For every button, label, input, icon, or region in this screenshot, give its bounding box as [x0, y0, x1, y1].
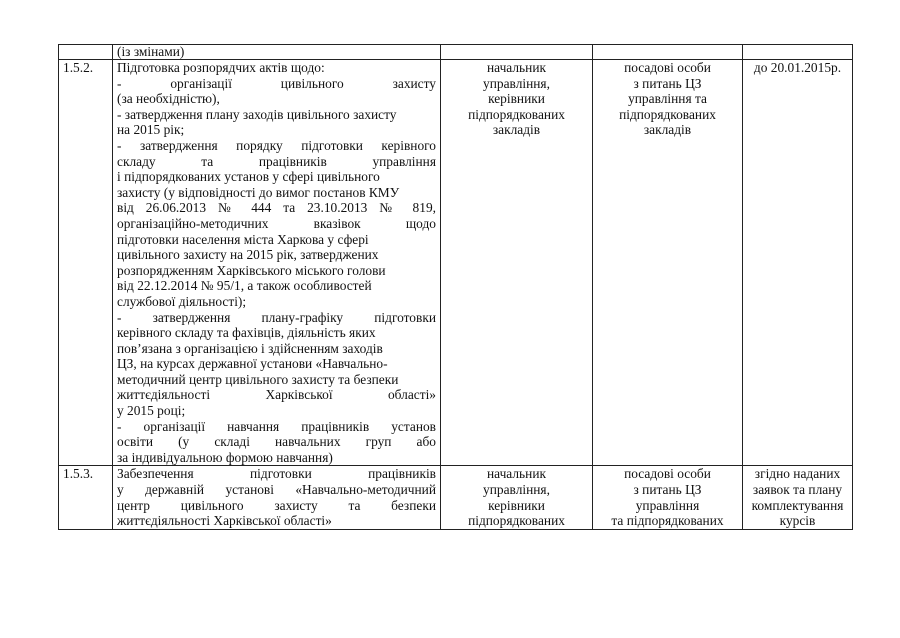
task-description-cell: [113, 45, 441, 60]
task-line: службової діяльності);: [117, 293, 247, 309]
item-number: 1.5.2.: [63, 60, 94, 75]
executors-line: посадові особи: [624, 466, 711, 482]
task-line: - затвердження порядку підготовки керівного: [117, 137, 436, 153]
task-line: пов’язана з організацією і здійсненням заходів: [117, 340, 383, 356]
deadline-cell: [743, 45, 853, 60]
deadline-line: згідно наданих: [754, 466, 841, 482]
task-line: від 26.06.2013 № 444 та 23.10.2013 № 819,: [117, 200, 436, 216]
deadline-line: [747, 45, 848, 59]
task-line: від 22.12.2014 № 95/1, а також особливостей: [117, 278, 372, 294]
plan-table-body: [59, 45, 853, 530]
executors-line: та підпорядкованих: [611, 513, 724, 529]
task-line: і підпорядкованих установ у сфері цивільного: [117, 169, 380, 185]
item-number: 1.5.3.: [63, 466, 94, 482]
table-row: [59, 60, 853, 466]
task-line: (із змінами): [117, 44, 185, 59]
responsible-line: керівники: [488, 91, 545, 107]
executors-line: закладів: [643, 122, 692, 138]
task-line: освіти (у складі навчальних груп або: [117, 434, 436, 450]
task-line: керівного складу та фахівців, діяльність яких: [117, 325, 376, 341]
task-line: - затвердження плану-графіку підготовки: [117, 309, 436, 325]
item-number: [63, 44, 66, 59]
responsible-cell: [441, 60, 593, 466]
responsible-cell: [441, 45, 593, 60]
task-line: Забезпечення підготовки працівників: [117, 466, 436, 482]
task-description-cell: [113, 466, 441, 529]
task-line: організаційно-методичних вказівок щодо: [117, 215, 436, 231]
executors-line: управління та: [628, 91, 707, 107]
executors-line: управління: [635, 497, 700, 513]
task-line: Підготовка розпорядчих актів щодо:: [117, 60, 325, 75]
executors-line: з питань ЦЗ: [633, 75, 702, 91]
executors-cell: [593, 45, 743, 60]
task-line: (за необхідністю),: [117, 91, 220, 107]
task-line: у 2015 році;: [117, 403, 186, 419]
task-line: за індивідуальною формою навчання): [117, 449, 333, 465]
item-number-cell: [59, 466, 113, 529]
responsible-line: закладів: [492, 122, 541, 138]
executors-line: [597, 45, 738, 59]
plan-table: [58, 44, 853, 530]
deadline-line: заявок та плану: [752, 482, 843, 498]
deadline-line: до 20.01.2015р.: [753, 60, 842, 75]
task-line: - затвердження плану заходів цивільного захисту: [117, 106, 397, 122]
item-number-cell: [59, 60, 113, 466]
task-line: у державній установі «Навчально-методичний: [117, 482, 436, 498]
responsible-line: управління,: [483, 75, 550, 91]
deadline-line: комплектування: [751, 497, 844, 513]
task-line: життєдіяльності Харківської області»: [117, 387, 436, 403]
deadline-line: курсів: [779, 513, 816, 529]
task-line: ЦЗ, на курсах державної установи «Навчально-: [117, 356, 388, 372]
executors-cell: [593, 60, 743, 466]
responsible-line: підпорядкованих: [468, 513, 565, 529]
responsible-line: начальник: [487, 60, 546, 75]
executors-line: з питань ЦЗ: [633, 482, 702, 498]
responsible-line: підпорядкованих: [468, 106, 565, 122]
deadline-cell: [743, 466, 853, 529]
task-description-cell: [113, 60, 441, 466]
executors-cell: [593, 466, 743, 529]
item-number-cell: [59, 45, 113, 60]
task-line: - організації навчання працівників установ: [117, 418, 436, 434]
responsible-line: [445, 45, 588, 59]
task-line: цивільного захисту на 2015 рік, затверджених: [117, 247, 379, 263]
table-row: [59, 466, 853, 529]
task-line: на 2015 рік;: [117, 122, 185, 138]
deadline-cell: [743, 60, 853, 466]
task-line: центр цивільного захисту та безпеки: [117, 497, 436, 513]
responsible-line: управління,: [483, 482, 550, 498]
task-line: складу та працівників управління: [117, 153, 436, 169]
table-row: [59, 45, 853, 60]
task-line: захисту (у відповідності до вимог постанов КМУ: [117, 184, 400, 200]
executors-line: посадові особи: [624, 60, 711, 75]
task-line: - організації цивільного захисту: [117, 75, 436, 91]
task-line: розпорядженням Харківського міського голови: [117, 262, 386, 278]
task-line: методичний центр цивільного захисту та безпеки: [117, 371, 399, 387]
responsible-cell: [441, 466, 593, 529]
task-line: підготовки населення міста Харкова у сфері: [117, 231, 369, 247]
responsible-line: начальник: [487, 466, 546, 482]
task-line: життєдіяльності Харківської області»: [117, 513, 332, 529]
responsible-line: керівники: [488, 497, 545, 513]
executors-line: підпорядкованих: [619, 106, 716, 122]
